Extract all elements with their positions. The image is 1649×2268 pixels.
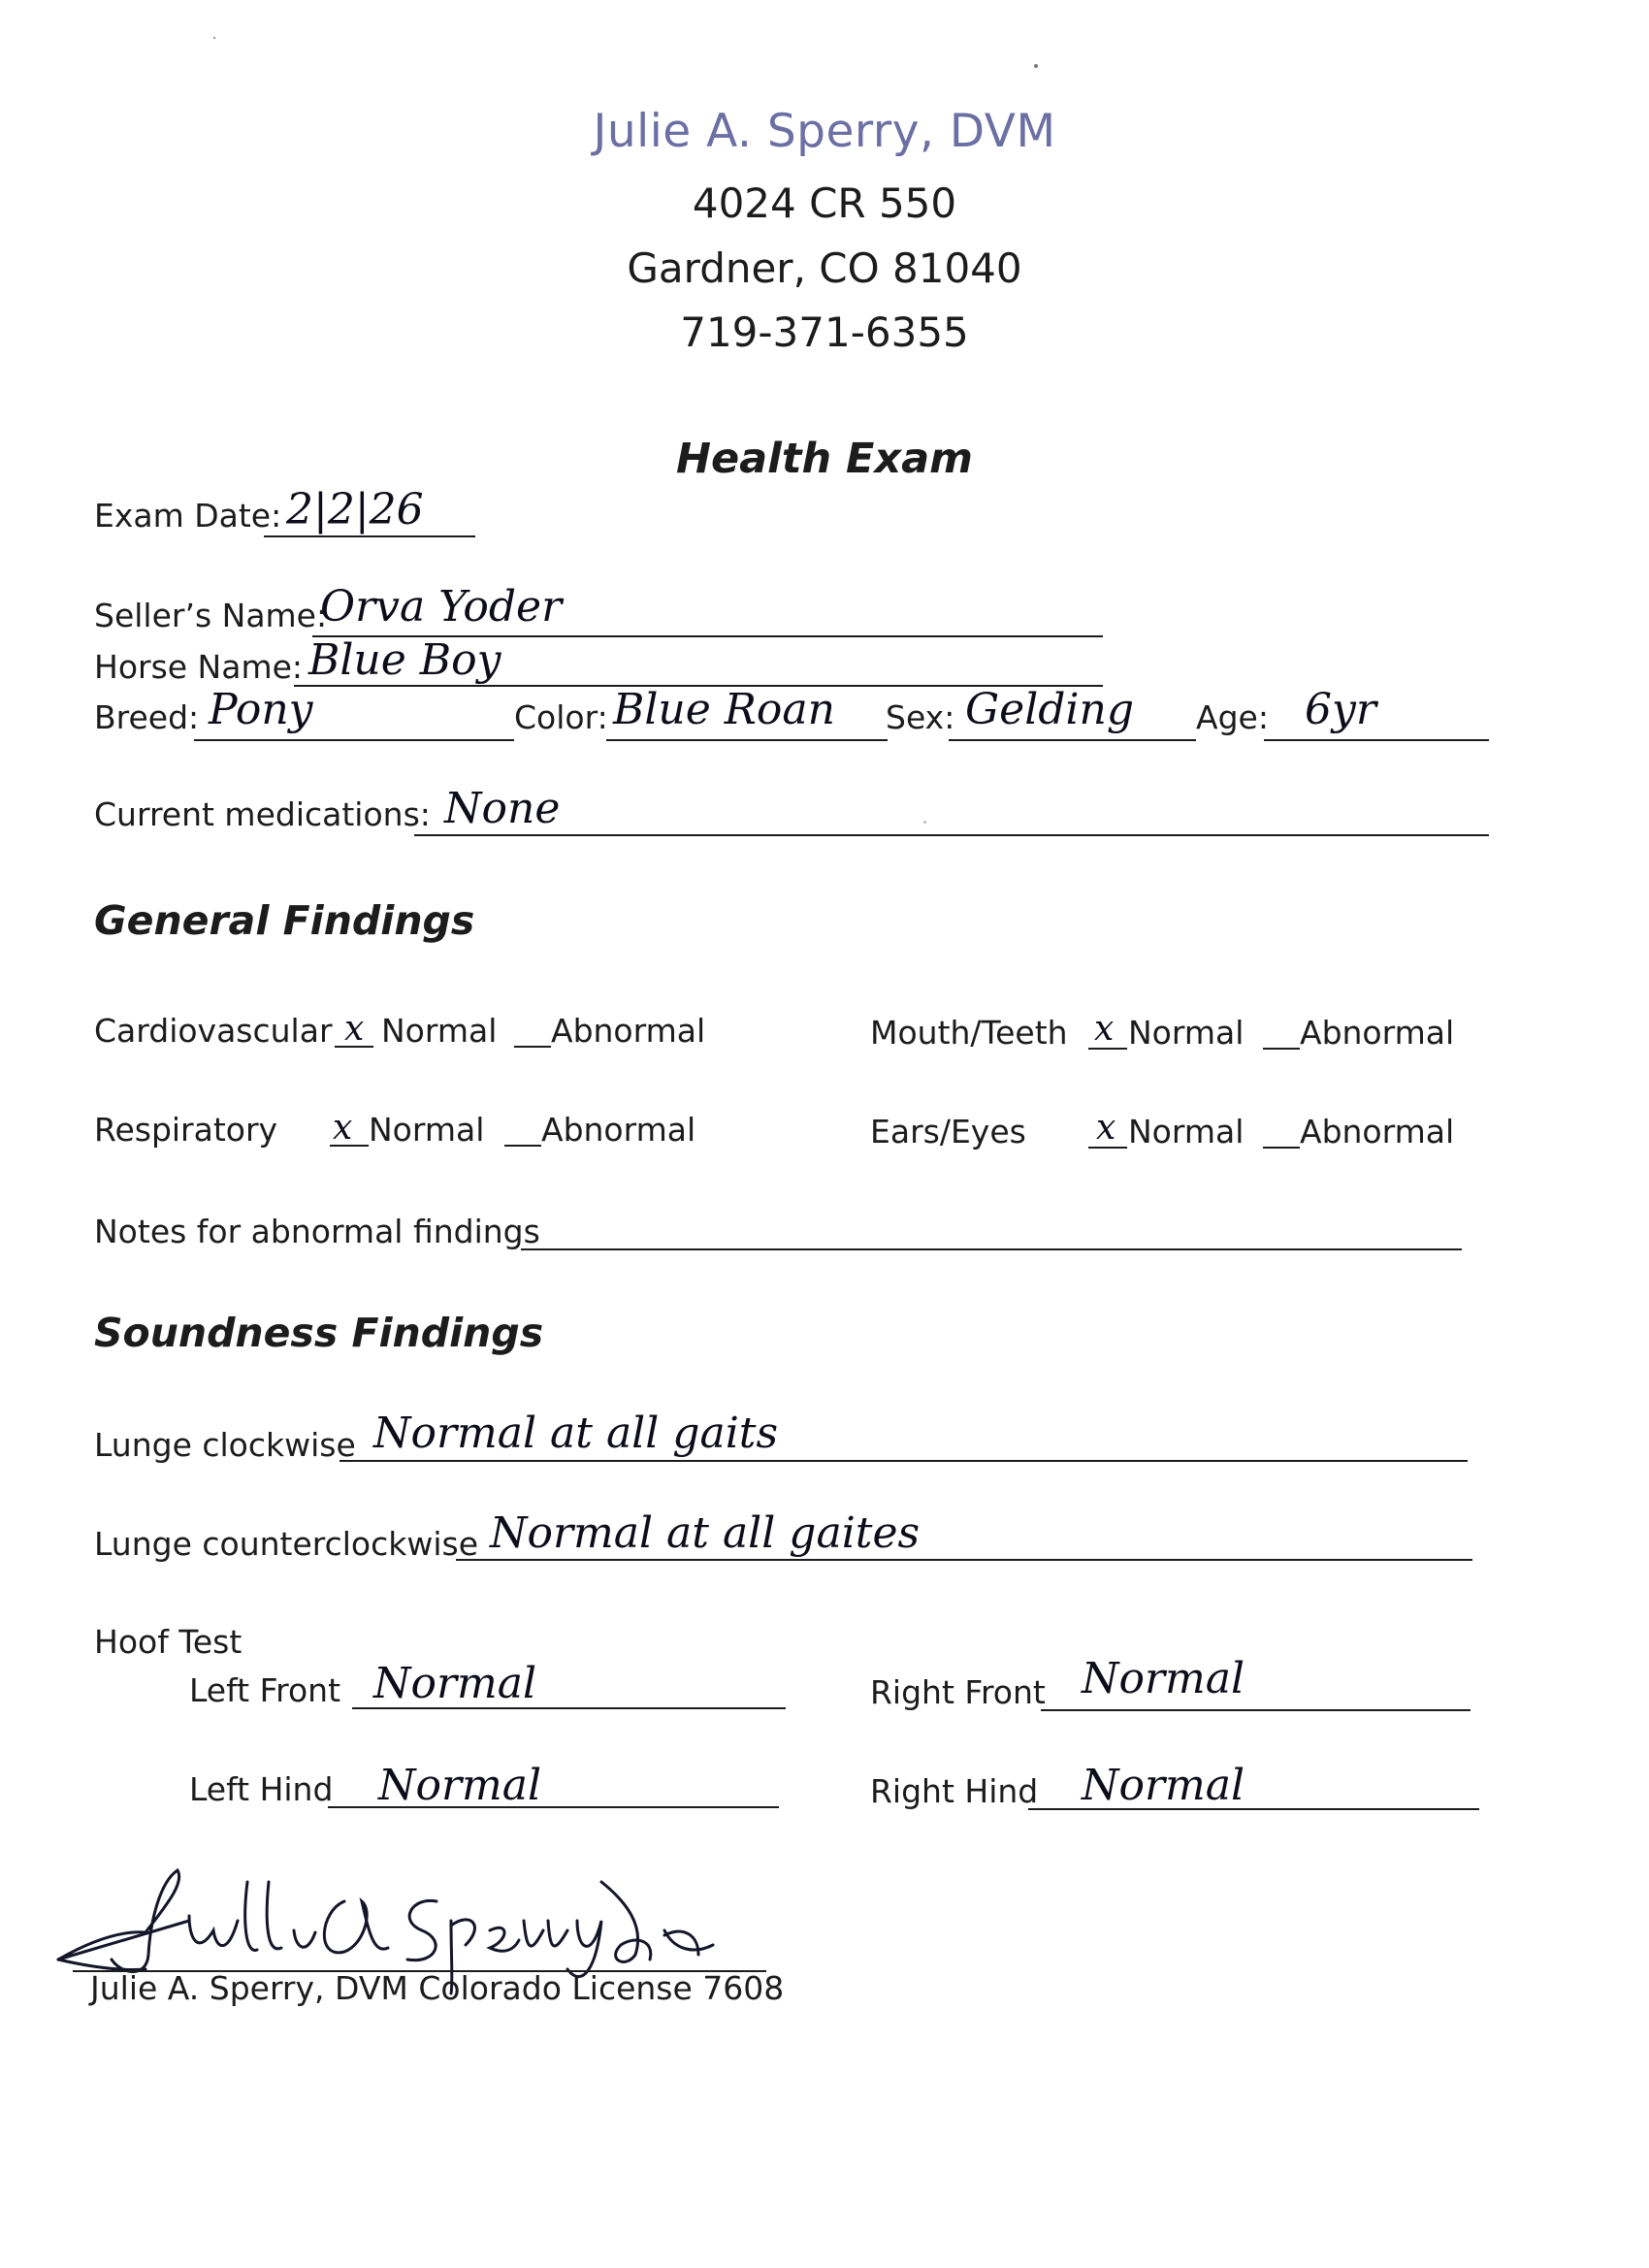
right-front-value[interactable]: Normal [1082, 1654, 1245, 1703]
right-hind-label: Right Hind [870, 1772, 1039, 1810]
ears-eyes-label: Ears/Eyes [870, 1113, 1026, 1150]
lunge-counterclockwise-line [456, 1559, 1472, 1561]
respiratory-abnormal-label: Abnormal [541, 1111, 696, 1149]
left-hind-label: Left Hind [189, 1770, 334, 1808]
scan-speck [923, 821, 926, 824]
lunge-counterclockwise-value[interactable]: Normal at all gaites [490, 1508, 921, 1558]
right-front-line [1041, 1709, 1471, 1711]
breed-line [194, 739, 514, 741]
respiratory-abnormal-blank[interactable] [504, 1145, 541, 1147]
ears-eyes-normal-check[interactable]: x [1096, 1108, 1116, 1148]
medications-line [414, 834, 1489, 836]
ears-eyes-abnormal-blank[interactable] [1263, 1147, 1300, 1149]
age-line [1264, 739, 1489, 741]
sex-line [949, 739, 1196, 741]
respiratory-label: Respiratory [94, 1111, 278, 1149]
seller-name-value[interactable]: Orva Yoder [320, 582, 563, 632]
general-findings-heading: General Findings [94, 897, 475, 944]
left-hind-value[interactable]: Normal [378, 1761, 542, 1810]
signature-caption: Julie A. Sperry, DVM Colorado License 7608 [90, 1969, 785, 2007]
mouth-teeth-normal-label: Normal [1128, 1014, 1245, 1052]
address-line-1: 4024 CR 550 [692, 179, 957, 227]
color-value[interactable]: Blue Roan [613, 685, 835, 734]
mouth-teeth-abnormal-blank[interactable] [1263, 1048, 1300, 1050]
right-front-label: Right Front [870, 1673, 1046, 1711]
medications-value[interactable]: None [444, 784, 561, 833]
lunge-clockwise-label: Lunge clockwise [94, 1426, 356, 1464]
mouth-teeth-label: Mouth/Teeth [870, 1014, 1068, 1052]
left-front-value[interactable]: Normal [373, 1659, 537, 1708]
ears-eyes-abnormal-label: Abnormal [1300, 1113, 1455, 1150]
left-front-label: Left Front [189, 1671, 341, 1709]
cardiovascular-normal-label: Normal [381, 1012, 498, 1050]
abnormal-notes-line[interactable] [521, 1248, 1462, 1250]
soundness-findings-heading: Soundness Findings [94, 1310, 544, 1356]
exam-date-label: Exam Date: [94, 497, 282, 535]
horse-name-value[interactable]: Blue Boy [308, 635, 501, 685]
cardiovascular-abnormal-label: Abnormal [551, 1012, 706, 1050]
cardiovascular-abnormal-blank[interactable] [514, 1046, 551, 1048]
cardiovascular-label: Cardiovascular [94, 1012, 333, 1050]
age-value[interactable]: 6yr [1305, 685, 1376, 734]
phone-number: 719-371-6355 [680, 308, 969, 356]
respiratory-normal-label: Normal [369, 1111, 485, 1149]
scan-speck [213, 37, 215, 39]
horse-name-label: Horse Name: [94, 648, 304, 686]
form-title: Health Exam [676, 435, 973, 483]
sex-value[interactable]: Gelding [965, 685, 1135, 734]
hoof-test-label: Hoof Test [94, 1623, 242, 1661]
respiratory-normal-check[interactable]: x [333, 1108, 353, 1148]
mouth-teeth-normal-check[interactable]: x [1094, 1009, 1115, 1049]
lunge-counterclockwise-label: Lunge counterclockwise [94, 1525, 479, 1563]
address-line-2: Gardner, CO 81040 [627, 244, 1022, 292]
color-line [606, 739, 888, 741]
color-label: Color: [514, 698, 608, 736]
sex-label: Sex: [886, 698, 955, 736]
medications-label: Current medications: [94, 795, 431, 833]
ears-eyes-normal-label: Normal [1128, 1113, 1245, 1150]
right-hind-value[interactable]: Normal [1082, 1761, 1245, 1810]
scan-speck [1034, 64, 1038, 68]
exam-date-line [264, 535, 475, 537]
breed-label: Breed: [94, 698, 200, 736]
abnormal-notes-label: Notes for abnormal findings [94, 1213, 540, 1250]
cardiovascular-normal-check[interactable]: x [344, 1009, 365, 1049]
seller-name-label: Seller’s Name: [94, 597, 328, 634]
lunge-clockwise-value[interactable]: Normal at all gaits [373, 1409, 779, 1458]
lunge-clockwise-line [340, 1460, 1468, 1462]
mouth-teeth-abnormal-label: Abnormal [1300, 1014, 1455, 1052]
age-label: Age: [1196, 698, 1269, 736]
vet-name: Julie A. Sperry, DVM [593, 105, 1056, 158]
breed-value[interactable]: Pony [209, 685, 313, 734]
exam-date-value[interactable]: 2|2|26 [286, 485, 424, 535]
